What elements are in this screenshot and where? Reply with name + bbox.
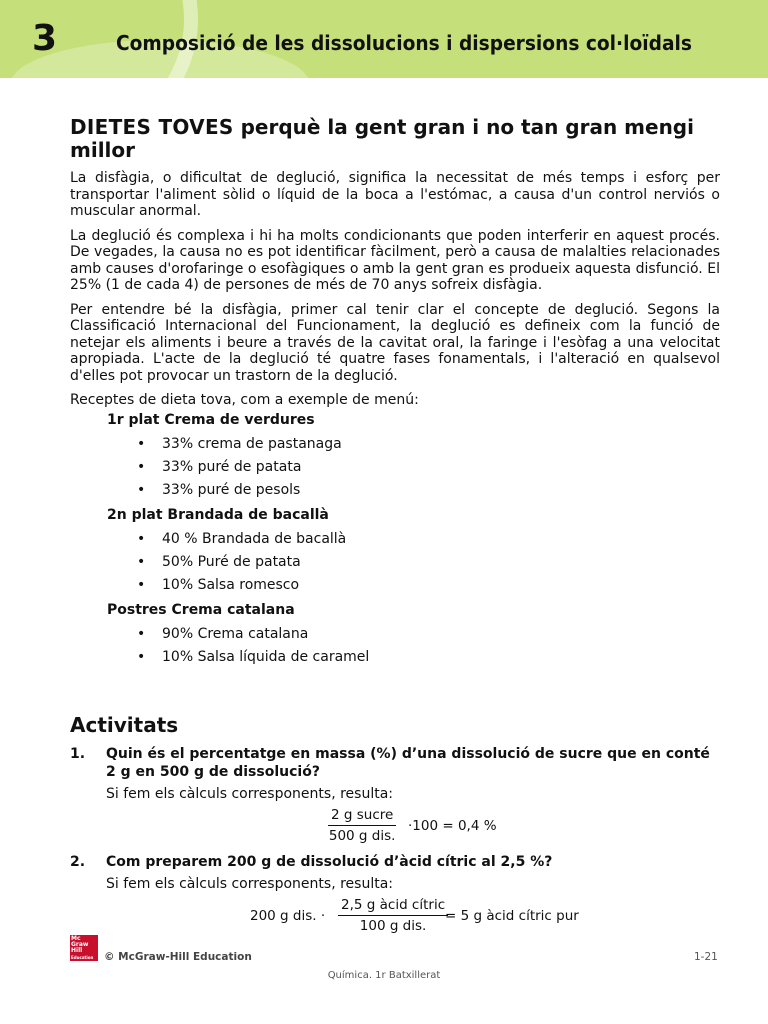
page-number: 1-21 [694, 951, 718, 963]
publisher-logo: Mc Graw Hill Education [70, 935, 98, 961]
fraction-numerator: 2 g sucre [328, 807, 396, 826]
list-item [137, 646, 720, 669]
bullet: • [137, 530, 146, 547]
question-number: 1. [70, 745, 86, 762]
bullet: • [137, 648, 146, 665]
ingredient-text: 50% Puré de patata [162, 553, 301, 570]
ingredient-text: 33% puré de pesols [162, 481, 301, 498]
formula [70, 807, 720, 851]
question-text: Quin és el percentatge en massa (%) d’una dissolució de sucre que en conté 2 g en 500 g de dissolució? [106, 745, 710, 780]
paragraph: La deglució és complexa i hi ha molts condicionants que poden interferir en aquest procés. De vegades, la causa no es pot identificar fàcilment, però a causa de malalties relacionades amb causes d'orofaringe o esofàgiques o amb la gent gran es produeix aquesta disfunció. El 25% (1 de cada 4) de persones de més de 70 anys sofreix disfàgia. [70, 227, 720, 293]
article-title-rest: perquè la gent gran i no tan gran mengi millor [70, 115, 694, 162]
formula-prefix: 200 g dis. · [250, 907, 326, 924]
ingredient-list [70, 433, 720, 502]
ingredient-text: 33% crema de pastanaga [162, 435, 342, 452]
list-item [137, 551, 720, 574]
copyright: © McGraw-Hill Education [104, 951, 252, 963]
ingredient-text: 40 % Brandada de bacallà [162, 530, 347, 547]
menu-intro: Receptes de dieta tova, com a exemple de menú: [70, 392, 419, 408]
fraction-denominator: 100 g dis. [359, 917, 427, 934]
bullet: • [137, 435, 146, 452]
bullet: • [137, 481, 146, 498]
fraction-denominator: 500 g dis. [328, 827, 396, 844]
question [70, 853, 720, 871]
ingredient-list [70, 528, 720, 597]
list-item [137, 574, 720, 597]
formula-result: ·100 = 0,4 % [408, 817, 497, 834]
chapter-header [0, 0, 768, 78]
formula-result: = 5 g àcid cítric pur [445, 907, 579, 924]
paragraph: La disfàgia, o dificultat de deglució, significa la necessitat de més temps i esforç per transportar l'aliment sòlid o líquid de la boca a l'estómac, a causa d'un control nerviós o muscular anormal. [70, 170, 720, 219]
list-item [137, 479, 720, 502]
bullet: • [137, 553, 146, 570]
paragraph: Per entendre bé la disfàgia, primer cal tenir clar el concepte de deglució. Segons la Classificació Internacional del Funcionament, la deglució es defineix com la funció de netejar els aliments i beure a través de la cavitat oral, la faringe i l'esòfag a una velocitat apropiada. L'acte de la deglució té quatre fases fonamentals, i l'alteració en qualsevol d'elles pot provocar un trastorn de la deglució. [70, 301, 720, 384]
dish-title: 2n plat Brandada de bacallà [107, 506, 329, 523]
activities-heading: Activitats [70, 712, 179, 737]
formula [70, 897, 720, 941]
page-content [70, 116, 720, 941]
ingredient-text: 10% Salsa líquida de caramel [162, 648, 370, 665]
question [70, 745, 720, 781]
dish-title: Postres Crema catalana [107, 601, 295, 618]
fraction [338, 897, 448, 934]
fraction-numerator: 2,5 g àcid cítric [338, 897, 448, 916]
dish-title: 1r plat Crema de verdures [107, 411, 315, 428]
ingredient-text: 33% puré de patata [162, 458, 302, 475]
list-item [137, 623, 720, 646]
bullet: • [137, 625, 146, 642]
answer-text: Si fem els càlculs corresponents, resulta: [106, 785, 393, 802]
ingredient-list [70, 623, 720, 669]
answer-text: Si fem els càlculs corresponents, resulta: [106, 875, 393, 892]
list-item [137, 456, 720, 479]
chapter-title: Composició de les dissolucions i dispersions col·loïdals [116, 31, 692, 55]
article-title-lead: DIETES TOVES [70, 115, 234, 139]
bullet: • [137, 458, 146, 475]
article-title [70, 116, 720, 162]
question-number: 2. [70, 853, 86, 870]
question-text: Com preparem 200 g de dissolució d’àcid cítric al 2,5 %? [106, 853, 553, 870]
ingredient-text: 10% Salsa romesco [162, 576, 300, 593]
subject-footer: Química. 1r Batxillerat [327, 970, 441, 981]
ingredient-text: 90% Crema catalana [162, 625, 309, 642]
list-item [137, 528, 720, 551]
bullet: • [137, 576, 146, 593]
fraction [328, 807, 396, 844]
chapter-number: 3 [32, 18, 58, 59]
list-item [137, 433, 720, 456]
